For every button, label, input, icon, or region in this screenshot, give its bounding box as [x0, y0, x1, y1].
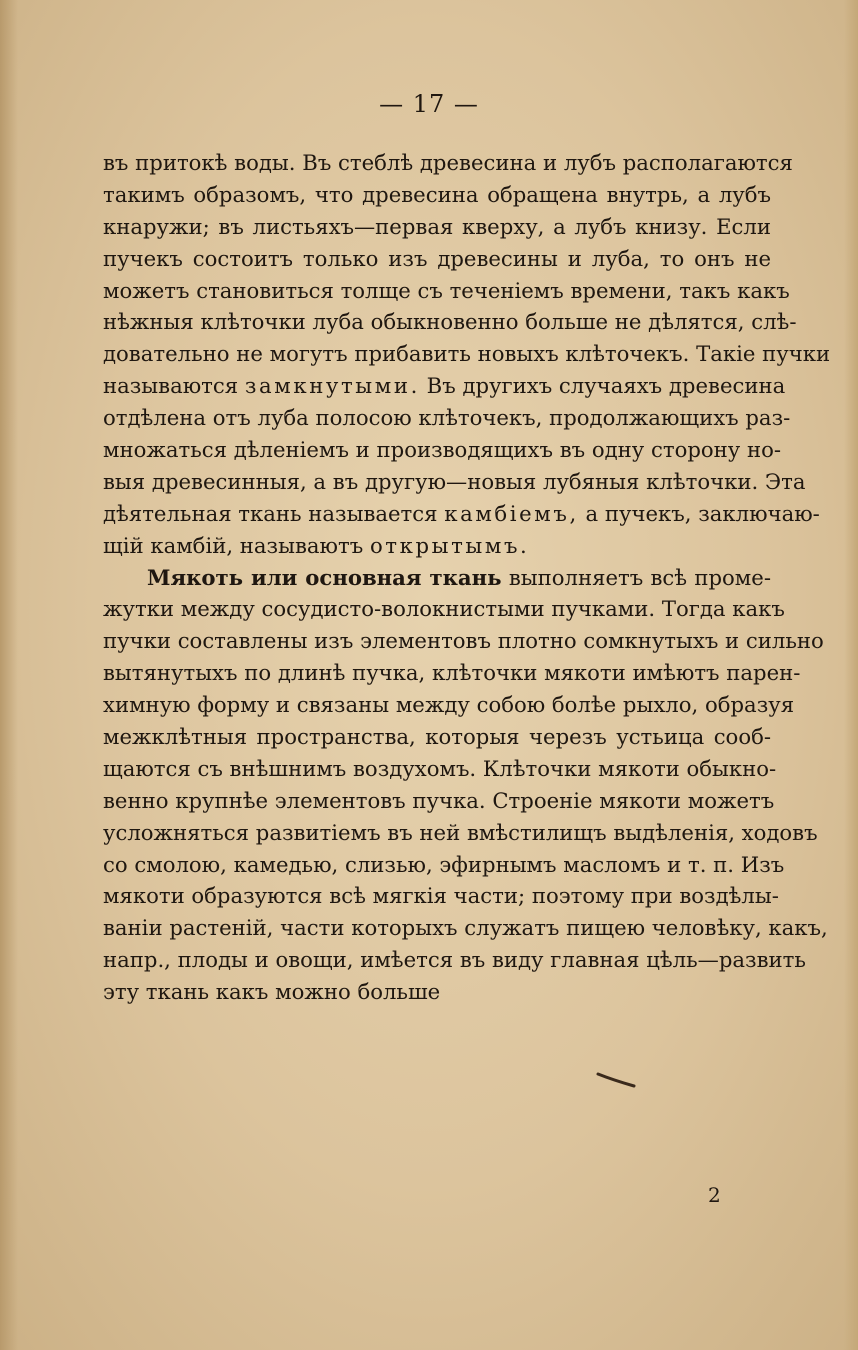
text-line: межклѣтныя пространства, которыя черезъ устьица сооб- — [103, 724, 771, 750]
line-segment: дѣятельная ткань называется — [103, 500, 438, 526]
signature-mark: 2 — [708, 1183, 721, 1207]
line-segment: щій камбій, называютъ — [103, 532, 364, 558]
text-line: со смолою, камедью, слизью, эфирнымъ масломъ и т. п. Изъ — [103, 851, 785, 877]
text-line: пучекъ состоитъ только изъ древесины и луба, то онъ не — [103, 245, 771, 271]
text-line: ваніи растеній, части которыхъ служатъ пищею человѣку, какъ, — [103, 915, 828, 941]
text-line: кнаружи; въ листьяхъ—первая кверху, а лубъ книзу. Если — [103, 213, 771, 239]
line-segment: Въ другихъ случаяхъ древесина — [426, 373, 786, 399]
line-segment: выполняетъ всѣ проме- — [508, 564, 771, 590]
section-term: Мякоть или основная ткань — [147, 564, 502, 590]
page-number: — 17 — — [379, 90, 479, 118]
edge-shadow — [844, 0, 858, 1350]
text-line: въ притокѣ воды. Въ стеблѣ древесина и лубъ располагаются — [103, 150, 793, 175]
line-segment: называются — [103, 373, 239, 399]
text-line: нѣжныя клѣточки луба обыкновенно больше не дѣлятся, слѣ- — [103, 309, 797, 335]
text-line: довательно не могутъ прибавить новыхъ клѣточекъ. Такіе пучки — [103, 341, 831, 367]
text-line: эту ткань какъ можно больше — [103, 979, 441, 1005]
binding-shadow — [0, 0, 18, 1350]
text-line: вытянутыхъ по длинѣ пучка, клѣточки мякоти имѣютъ парен- — [103, 660, 801, 686]
text-line: отдѣлена отъ луба полосою клѣточекъ, продолжающихъ раз- — [103, 405, 791, 431]
term-open: открытымъ. — [369, 532, 530, 558]
text-line — [103, 370, 786, 402]
text-line — [103, 530, 771, 562]
text-line: пучки составлены изъ элементовъ плотно сомкнутыхъ и сильно — [103, 628, 824, 654]
text-line: венно крупнѣе элементовъ пучка. Строеніе мякоти можетъ — [103, 787, 775, 813]
text-line — [103, 498, 820, 530]
term-closed: замкнутыми. — [244, 373, 420, 399]
text-line: усложняться развитіемъ въ ней вмѣстилищъ выдѣленія, ходовъ — [103, 819, 818, 845]
text-line: напр., плоды и овощи, имѣется въ виду главная цѣль—развить — [103, 947, 806, 973]
term-cambium: камбіемъ, — [444, 500, 579, 526]
text-line: можетъ становиться толще съ теченіемъ времени, такъ какъ — [103, 277, 790, 303]
text-line: такимъ образомъ, что древесина обращена внутрь, а лубъ — [103, 181, 771, 207]
text-line: химную форму и связаны между собою болѣе рыхло, образуя — [103, 692, 795, 718]
body-text — [103, 147, 831, 1008]
text-line — [103, 562, 771, 594]
text-line: мякоти образуются всѣ мягкія части; поэтому при воздѣлы- — [103, 883, 779, 909]
text-line: щаются съ внѣшнимъ воздухомъ. Клѣточки мякоти обыкно- — [103, 755, 777, 781]
text-line: жутки между сосудисто-волокнистыми пучками. Тогда какъ — [103, 596, 785, 622]
text-line: выя древесинныя, а въ другую—новыя лубяныя клѣточки. Эта — [103, 468, 806, 494]
text-line: множаться дѣленіемъ и производящихъ въ одну сторону но- — [103, 437, 781, 463]
line-segment: а пучекъ, заключаю- — [585, 500, 820, 526]
ink-mark — [596, 1070, 636, 1088]
